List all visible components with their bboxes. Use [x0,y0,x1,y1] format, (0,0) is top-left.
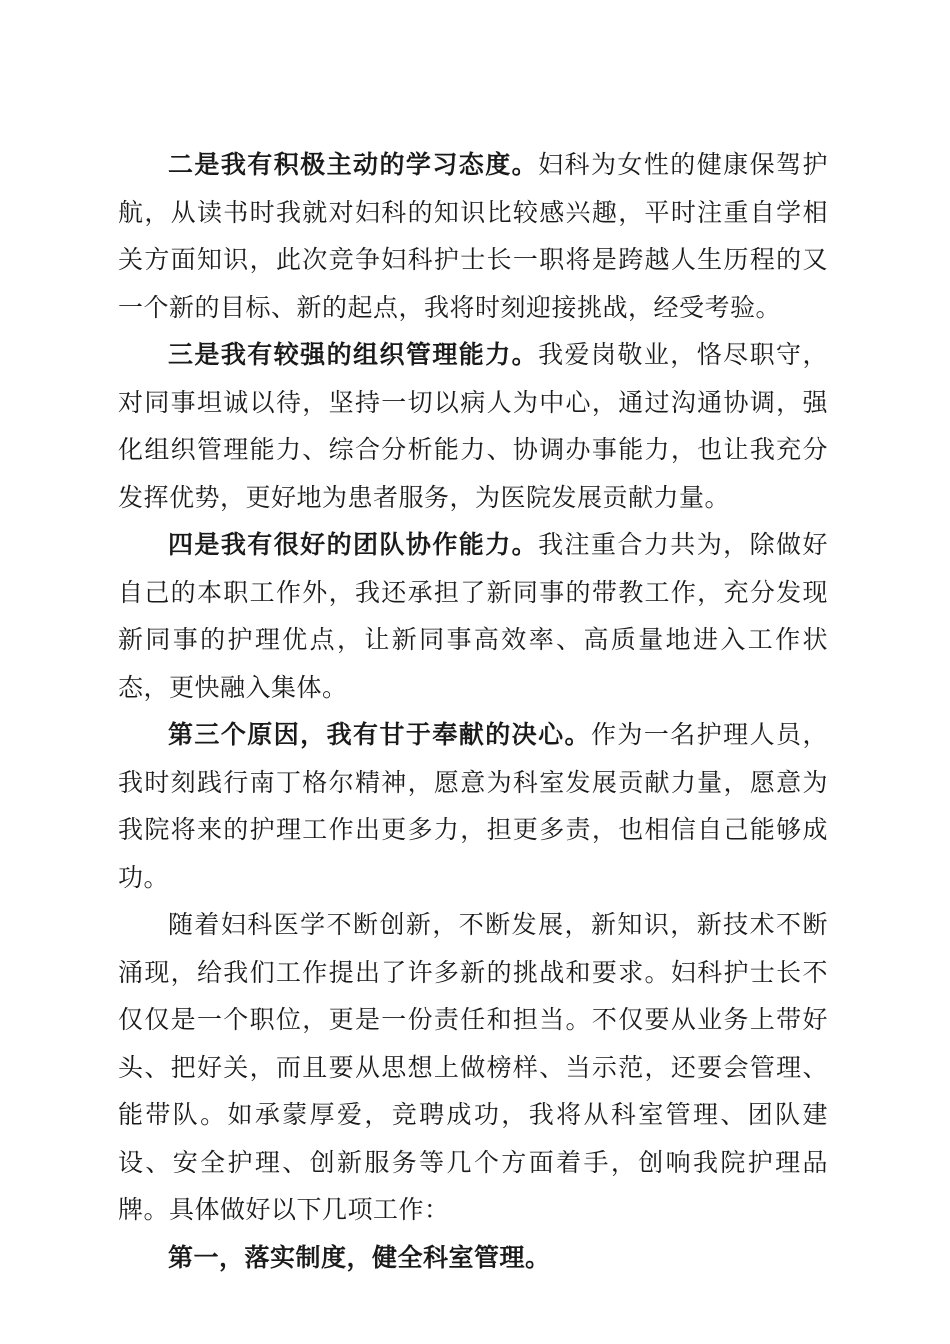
paragraph-lead: 第三个原因，我有甘于奉献的决心。 [168,720,591,749]
paragraph-lead: 二是我有积极主动的学习态度。 [168,150,539,179]
paragraph-text: 我注重合力共为，除做好自己的本职工作外，我还承担了新同事的带教工作，充分发现新同事的护理优点，让新同事高效率、高质量地进入工作状态，更快融入集体。 [118,530,828,702]
paragraph-text: 随着妇科医学不断创新，不断发展，新知识，新技术不断涌现，给我们工作提出了许多新的挑战和要求。妇科护士长不仅仅是一个职位，更是一份责任和担当。不仅要从业务上带好头、把好关，而且要从思想上做榜样、当示范，还要会管理、能带队。如承蒙厚爱，竞聘成功，我将从科室管理、团队建设、安全护理、创新服务等几个方面着手，创响我院护理品牌。具体做好以下几项工作： [118,910,828,1224]
paragraph-dedication [118,711,828,901]
paragraph-management-ability [118,331,828,521]
paragraph-learning-attitude [118,141,828,331]
paragraph-first-task-heading [118,1234,828,1282]
paragraph-text: 作为一名护理人员，我时刻践行南丁格尔精神，愿意为科室发展贡献力量，愿意为我院将来的护理工作出更多力，担更多责，也相信自己能够成功。 [118,720,828,892]
paragraph-lead: 三是我有较强的组织管理能力。 [168,340,539,369]
document-body [118,141,828,1281]
paragraph-text: 我爱岗敬业，恪尽职守，对同事坦诚以待，坚持一切以病人为中心，通过沟通协调，强化组织管理能力、综合分析能力、协调办事能力，也让我充分发挥优势，更好地为患者服务，为医院发展贡献力量。 [118,340,828,512]
paragraph-text: 妇科为女性的健康保驾护航，从读书时我就对妇科的知识比较感兴趣，平时注重自学相关方面知识，此次竞争妇科护士长一职将是跨越人生历程的又一个新的目标、新的起点，我将时刻迎接挑战，经受考验。 [118,150,828,322]
paragraph-lead: 第一，落实制度，健全科室管理。 [168,1242,551,1272]
paragraph-teamwork-ability [118,521,828,711]
paragraph-work-plan-intro [118,901,828,1234]
paragraph-lead: 四是我有很好的团队协作能力。 [168,530,539,559]
